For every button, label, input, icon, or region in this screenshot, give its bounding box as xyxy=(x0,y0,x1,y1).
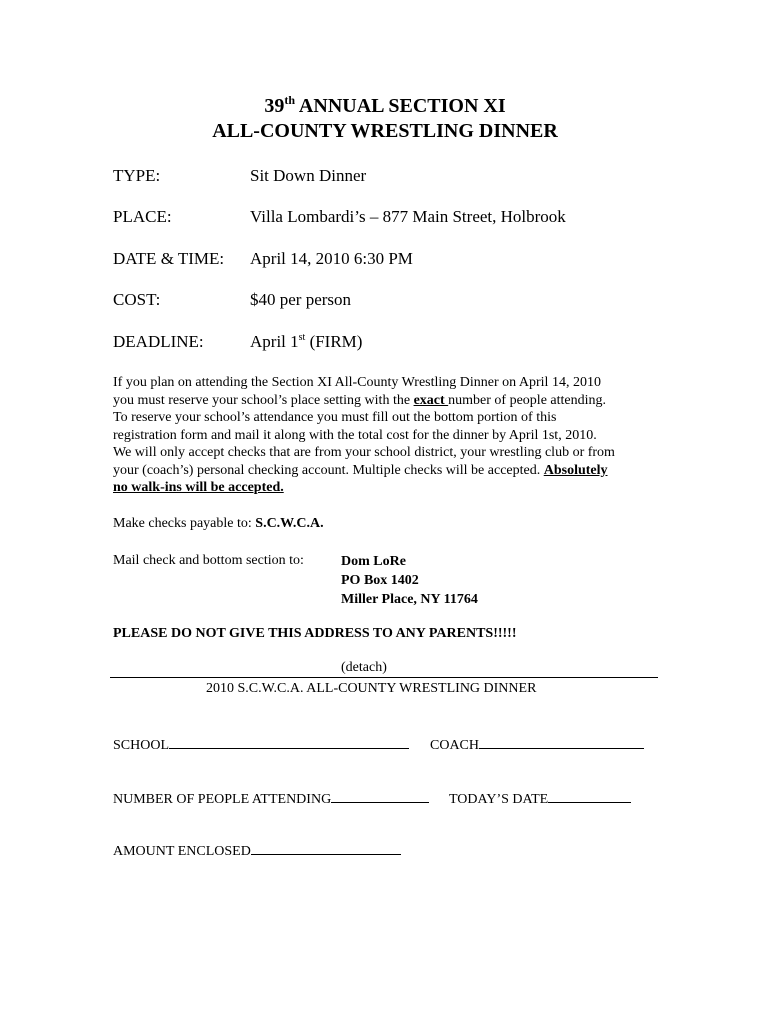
page-title-line2: ALL-COUNTY WRESTLING DINNER xyxy=(212,120,558,142)
paragraph-line xyxy=(113,462,673,480)
deadline-value xyxy=(250,332,362,352)
school-blank[interactable] xyxy=(169,734,409,749)
school-label: SCHOOL xyxy=(113,738,170,753)
title-ordinal-number: 39 xyxy=(264,95,285,117)
place-label: PLACE: xyxy=(113,207,172,226)
detach-label: (detach) xyxy=(341,660,387,675)
form-title: 2010 S.C.W.C.A. ALL-COUNTY WRESTLING DINNER xyxy=(206,681,537,696)
people-attending-field[interactable] xyxy=(113,788,429,809)
title-line1-rest: ANNUAL SECTION XI xyxy=(295,95,506,117)
deadline-label: DEADLINE: xyxy=(113,332,204,351)
amount-enclosed-blank[interactable] xyxy=(251,840,401,855)
type-label: TYPE: xyxy=(113,166,161,185)
cost-value: $40 per person xyxy=(250,290,352,309)
mail-box: PO Box 1402 xyxy=(341,573,419,588)
type-value: Sit Down Dinner xyxy=(250,166,367,185)
place-value: Villa Lombardi’s – 877 Main Street, Holbrook xyxy=(250,207,566,226)
page-title-line1 xyxy=(0,94,770,118)
mail-name: Dom LoRe xyxy=(341,554,406,569)
people-attending-blank[interactable] xyxy=(331,788,429,803)
payable-line xyxy=(113,515,324,533)
todays-date-label: TODAY’S DATE xyxy=(449,792,549,807)
coach-blank[interactable] xyxy=(479,734,644,749)
coach-field[interactable] xyxy=(430,734,644,755)
paragraph-text: you must reserve your school’s place setting with the xyxy=(113,392,414,408)
cost-label: COST: xyxy=(113,290,161,309)
paragraph-line: If you plan on attending the Section XI All-County Wrestling Dinner on April 14, 2010 xyxy=(113,375,601,390)
title-ordinal-suffix: th xyxy=(284,93,296,107)
date-time-label: DATE & TIME: xyxy=(113,249,225,268)
paragraph-line: registration form and mail it along with the total cost for the dinner by April 1st, 2010. xyxy=(113,427,597,443)
exact-emphasis: exact xyxy=(413,392,449,408)
mail-label: Mail check and bottom section to: xyxy=(113,553,304,568)
date-time-value: April 14, 2010 6:30 PM xyxy=(250,249,413,268)
no-walk-ins-emphasis: no walk-ins will be accepted. xyxy=(113,480,284,495)
no-walk-ins-emphasis: Absolutely xyxy=(543,462,608,478)
paragraph-line xyxy=(113,392,673,410)
people-attending-label: NUMBER OF PEOPLE ATTENDING xyxy=(113,792,332,807)
paragraph-text: number of people attending. xyxy=(448,392,606,408)
school-field[interactable] xyxy=(113,734,409,755)
address-warning: PLEASE DO NOT GIVE THIS ADDRESS TO ANY PARENTS!!!!! xyxy=(113,626,517,641)
mail-city: Miller Place, NY 11764 xyxy=(341,592,478,607)
todays-date-blank[interactable] xyxy=(548,788,631,803)
coach-label: COACH xyxy=(430,738,480,753)
paragraph-line: To reserve your school’s attendance you must fill out the bottom portion of this xyxy=(113,410,557,425)
payable-value: S.C.W.C.A. xyxy=(255,516,324,531)
payable-label: Make checks payable to: xyxy=(113,516,256,531)
detach-line xyxy=(110,677,658,678)
amount-enclosed-field[interactable] xyxy=(113,840,401,861)
deadline-firm: (FIRM) xyxy=(305,332,363,351)
paragraph-line: We will only accept checks that are from your school district, your wrestling club or from xyxy=(113,445,615,460)
amount-enclosed-label: AMOUNT ENCLOSED xyxy=(113,844,251,859)
todays-date-field[interactable] xyxy=(449,788,631,809)
paragraph-text: your (coach’s) personal checking account. Multiple checks will be accepted. xyxy=(113,462,544,478)
instructions-paragraph xyxy=(113,374,673,497)
deadline-date-suffix: st xyxy=(298,332,306,343)
deadline-date: April 1 xyxy=(250,332,299,351)
paragraph-line xyxy=(113,479,673,497)
